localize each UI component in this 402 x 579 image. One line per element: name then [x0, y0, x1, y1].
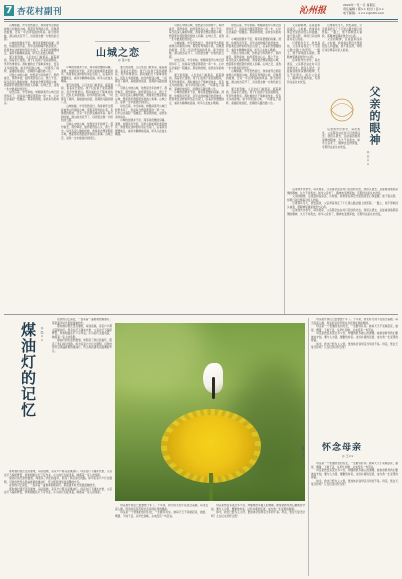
- article-byline-meiyoudeng: ◎ 张××: [40, 326, 44, 342]
- article-column-meiyoudeng-2: 那时候村里还没有通电，每到夜晚，家家户户都点起煤油灯。母亲在灯下缝补衣裳，父亲在灯下编织箩筐，我和姐姐在灯下写作业。小小的灯火摇曳着，映照着一家人的身影。 煤油灯的光虽然微弱，却照亮了我们的童年，照亮了我们前行的路。如今家家户户灯火通明，可我依然怀念那盏昏黄的煤油灯，怀念那段清贫而温馨的岁月。 在我的记忆深处，一直亮着一盏昏黄的煤油灯。那是童年时光里最温暖的光。 那时候村里还没有通电，每到夜晚，家家户户都点起煤油灯。母亲在灯下缝补衣裳，父亲在灯下编织箩筐，我和姐姐在灯下写作业。小小的灯火摇曳着，映照着一家人的身影。: [4, 470, 112, 495]
- article-column-shancheng-5: 时光荏苒，岁月如梭。转眼间离开山城已经很多年了，但是每当想起那里的一草一木，心中总会涌起一股暖流。那是我的根，是我永远的故乡。 小城的街道并不宽，两旁是低矮的房屋。清晨，炊烟袅袅升起，卖早点的吆喝声此起彼伏。我喜欢在这样的时刻走出家门，沿着河边慢慢地走，看河水静静地流淌，听鸟儿在枝头歌唱。 可我心中的山城，依然是当年的样子。那份眷恋，那份牵挂，始终萦绕在心头，挥之不去。每当夜深人静的时候，我常常会想起那座小城，想起那些曾经陪伴我的人和事。山城之恋，是我一生中最美好的回忆。 山城如画，岁月悠然而过，我常常怀念那座被青山环抱的小城。那里有弯弯的小巷，有熟悉的街道，还有一年四季变换的风景。春天的时候，满山的杏花开了，远远望去像一片粉色的云霞。 夏天的夜晚，人们坐在门前乘凉，摇着蒲扇，说着家长里短。孩子们在巷子里追逐嬉戏，笑声传得很远。那时候的日子简单而快乐，没有太多的烦恼。如今再回到山城，一切都变了模样，高楼拔地而起，宽阔的马路四通八达。: [226, 24, 281, 106]
- article-column-shancheng-3: 夏天的夜晚，人们坐在门前乘凉，摇着蒲扇，说着家长里短。孩子们在巷子里追逐嬉戏，笑声传得很远。那时候的日子简单而快乐，没有太多的烦恼。如今再回到山城，一切都变了模样，高楼拔地而起，宽阔的马路四通八达。 可我心中的山城，依然是当年的样子。那份眷恋，那份牵挂，始终萦绕在心头，挥之不去。每当夜深人静的时候，我常常会想起那座小城，想起那些曾经陪伴我的人和事。山城之恋，是我一生中最美好的回忆。 时光荏苒，岁月如梭。转眼间离开山城已经很多年了，但是每当想起那里的一草一木，心中总会涌起一股暖流。那是我的根，是我永远的故乡。 小城的街道并不宽，两旁是低矮的房屋。清晨，炊烟袅袅升起，卖早点的吆喝声此起彼伏。我喜欢在这样的时刻走出家门，沿着河边慢慢地走，看河水静静地流淌，听鸟儿在枝头歌唱。: [115, 66, 167, 137]
- issue-editor: 责任编辑 / 郭×× 校对 / 张××: [343, 7, 384, 11]
- issue-meta: [343, 3, 401, 15]
- article-column-shancheng-2: 小城的街道并不宽，两旁是低矮的房屋。清晨，炊烟袅袅升起，卖早点的吆喝声此起彼伏。我喜欢在这样的时刻走出家门，沿着河边慢慢地走，看河水静静地流淌，听鸟儿在枝头歌唱。 夏天的夜晚，人们坐在门前乘凉，摇着蒲扇，说着家长里短。孩子们在巷子里追逐嬉戏，笑声传得很远。那时候的日子简单而快乐，没有太多的烦恼。如今再回到山城，一切都变了模样，高楼拔地而起，宽阔的马路四通八达。 山城如画，岁月悠然而过，我常常怀念那座被青山环抱的小城。那里有弯弯的小巷，有熟悉的街道，还有一年四季变换的风景。春天的时候，满山的杏花开了，远远望去像一片粉色的云霞。 可我心中的山城，依然是当年的样子。那份眷恋，那份牵挂，始终萦绕在心头，挥之不去。每当夜深人静的时候，我常常会想起那座小城，想起那些曾经陪伴我的人和事。山城之恋，是我一生中最美好的回忆。: [61, 66, 113, 140]
- article-column-fuqin-4: 后来我外出求学，每次离家，父亲都会站在村口目送我远去。我回头望去，总能看到他那深情的眼神，久久不肯离去。如今父亲老了，眼神也变得浑浊，可那份关爱从未改变。 父亲的眼神，总是温和而深沉。小时候，我常常在那目光里感到安心和温暖。他不善言辞，却用行动诠释着对家人的爱。 记得那年冬天，我发高烧，父亲背着我走了十几里山路去镇上的医院。一路上，他不停地回头看我，那眼神里满是焦急与心疼。 后来我外出求学，每次离家，父亲都会站在村口目送我远去。我回头望去，总能看到他那深情的眼神，久久不肯离去。如今父亲老了，眼神也变得浑浊，可那份关爱从未改变。: [287, 188, 398, 216]
- page-number: 7: [5, 5, 13, 16]
- section-title: 杏花村副刊: [17, 7, 63, 17]
- article-column-huainian-2: 母亲离开我们已经整整十年了。十年来，我无时无刻不在思念着她。每当夜深人静，母亲的音容笑貌总会浮现在我的眼前。 母亲是一个普通的农村妇女，一生勤劳朴实。她每天天不亮就起床，做饭、喂猪、下地干活，从早忙到晚，从来没有一句怨言。: [115, 504, 208, 518]
- column-divider: [284, 24, 285, 314]
- section-divider: [4, 314, 398, 315]
- article-column-huainian-3: 母亲虽然没有读过多少书，却懂得很多做人的道理。她常常教导我们要诚实守信，要与人为善，要勤俭持家。这些朴素的话语，成为我一生受用的财富。 如今，我也已经为人父母，更加体会到母亲当年的不易。母亲，您在天堂还好吗？儿女们永远怀念您！: [211, 504, 305, 518]
- article-title-shancheng: 山城之恋: [96, 48, 140, 59]
- photo-caption: 摄影 / 郭××: [301, 446, 304, 463]
- article-column-meiyoudeng-1: 在我的记忆深处，一直亮着一盏昏黄的煤油灯。那是童年时光里最温暖的光。 那时候村里还没有通电，每到夜晚，家家户户都点起煤油灯。母亲在灯下缝补衣裳，父亲在灯下编织箩筐，我和姐姐在灯下写作业。小小的灯火摇曳着，映照着一家人的身影。 煤油灯的光虽然微弱，却照亮了我们的童年，照亮了我们前行的路。如今家家户户灯火通明，可我依然怀念那盏昏黄的煤油灯，怀念那段清贫而温馨的岁月。: [52, 318, 112, 353]
- decorative-ornament-icon: [322, 95, 362, 125]
- butterfly-dandelion-photo: [115, 323, 305, 501]
- article-title-fuqin: 父亲的眼神: [368, 86, 381, 146]
- column-divider: [308, 318, 309, 576]
- issue-date: 2024年一月一日 星期五: [343, 3, 376, 7]
- newspaper-logo: 沁州报: [299, 6, 327, 16]
- article-column-shancheng-1: 山城如画，岁月悠然而过，我常常怀念那座被青山环抱的小城。那里有弯弯的小巷，有熟悉的街道，还有一年四季变换的风景。春天的时候，满山的杏花开了，远远望去像一片粉色的云霞。 小城的街道并不宽，两旁是低矮的房屋。清晨，炊烟袅袅升起，卖早点的吆喝声此起彼伏。我喜欢在这样的时刻走出家门，沿着河边慢慢地走，看河水静静地流淌，听鸟儿在枝头歌唱。 夏天的夜晚，人们坐在门前乘凉，摇着蒲扇，说着家长里短。孩子们在巷子里追逐嬉戏，笑声传得很远。那时候的日子简单而快乐，没有太多的烦恼。如今再回到山城，一切都变了模样，高楼拔地而起，宽阔的马路四通八达。 可我心中的山城，依然是当年的样子。那份眷恋，那份牵挂，始终萦绕在心头，挥之不去。每当夜深人静的时候，我常常会想起那座小城，想起那些曾经陪伴我的人和事。山城之恋，是我一生中最美好的回忆。 时光荏苒，岁月如梭。转眼间离开山城已经很多年了，但是每当想起那里的一草一木，心中总会涌起一股暖流。那是我的根，是我永远的故乡。: [4, 24, 59, 106]
- issue-email: 电子邮箱：××××@163.com: [343, 11, 385, 15]
- article-title-meiyoudeng: 煤油灯的记忆: [19, 322, 37, 418]
- article-column-huainian-1: 母亲离开我们已经整整十年了。十年来，我无时无刻不在思念着她。每当夜深人静，母亲的音容笑貌总会浮现在我的眼前。 母亲是一个普通的农村妇女，一生勤劳朴实。她每天天不亮就起床，做饭、喂猪、下地干活，从早忙到晚，从来没有一句怨言。 母亲虽然没有读过多少书，却懂得很多做人的道理。她常常教导我们要诚实守信，要与人为善，要勤俭持家。这些朴素的话语，成为我一生受用的财富。 如今，我也已经为人父母，更加体会到母亲当年的不易。母亲，您在天堂还好吗？儿女们永远怀念您！: [311, 318, 398, 350]
- article-column-huainian-4: 母亲是一个普通的农村妇女，一生勤劳朴实。她每天天不亮就起床，做饭、喂猪、下地干活，从早忙到晚，从来没有一句怨言。 母亲虽然没有读过多少书，却懂得很多做人的道理。她常常教导我们要诚实守信，要与人为善，要勤俭持家。这些朴素的话语，成为我一生受用的财富。 如今，我也已经为人父母，更加体会到母亲当年的不易。母亲，您在天堂还好吗？儿女们永远怀念您！: [311, 462, 398, 487]
- article-byline-shancheng: ◎ 苗×农: [118, 58, 131, 62]
- article-column-fuqin-1: 父亲的眼神，总是温和而深沉。小时候，我常常在那目光里感到安心和温暖。他不善言辞，却用行动诠释着对家人的爱。 记得那年冬天，我发高烧，父亲背着我走了十几里山路去镇上的医院。一路上，他不停地回头看我，那眼神里满是焦急与心疼。 后来我外出求学，每次离家，父亲都会站在村口目送我远去。我回头望去，总能看到他那深情的眼神，久久不肯离去。如今父亲老了，眼神也变得浑浊，可那份关爱从未改变。: [287, 24, 320, 84]
- article-byline-fuqin: ◎ 王××: [366, 150, 370, 166]
- article-title-huainian: 怀念母亲: [322, 443, 363, 453]
- butterfly-icon: [201, 363, 227, 403]
- article-column-shancheng-4: 可我心中的山城，依然是当年的样子。那份眷恋，那份牵挂，始终萦绕在心头，挥之不去。每当夜深人静的时候，我常常会想起那座小城，想起那些曾经陪伴我的人和事。山城之恋，是我一生中最美好的回忆。 山城如画，岁月悠然而过，我常常怀念那座被青山环抱的小城。那里有弯弯的小巷，有熟悉的街道，还有一年四季变换的风景。春天的时候，满山的杏花开了，远远望去像一片粉色的云霞。 时光荏苒，岁月如梭。转眼间离开山城已经很多年了，但是每当想起那里的一草一木，心中总会涌起一股暖流。那是我的根，是我永远的故乡。 夏天的夜晚，人们坐在门前乘凉，摇着蒲扇，说着家长里短。孩子们在巷子里追逐嬉戏，笑声传得很远。那时候的日子简单而快乐，没有太多的烦恼。如今再回到山城，一切都变了模样，高楼拔地而起，宽阔的马路四通八达。 小城的街道并不宽，两旁是低矮的房屋。清晨，炊烟袅袅升起，卖早点的吆喝声此起彼伏。我喜欢在这样的时刻走出家门，沿着河边慢慢地走，看河水静静地流淌，听鸟儿在枝头歌唱。: [169, 24, 224, 106]
- article-column-fuqin-2: 记得那年冬天，我发高烧，父亲背着我走了十几里山路去镇上的医院。一路上，他不停地回头看我，那眼神里满是焦急与心疼。 父亲的眼神，总是温和而深沉。小时候，我常常在那目光里感到安心和温暖。他不善言辞，却用行动诠释着对家人的爱。: [322, 24, 362, 52]
- article-byline-huainian: ◎ 王××: [342, 454, 354, 458]
- title-rule: [95, 41, 150, 42]
- article-column-fuqin-3: 后来我外出求学，每次离家，父亲都会站在村口目送我远去。我回头望去，总能看到他那深情的眼神，久久不肯离去。如今父亲老了，眼神也变得浑浊，可那份关爱从未改变。: [322, 128, 360, 149]
- header-rule-thin: [4, 21, 398, 22]
